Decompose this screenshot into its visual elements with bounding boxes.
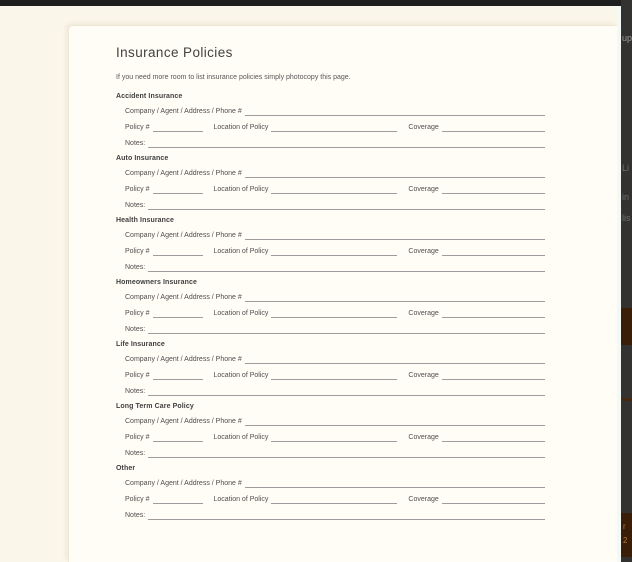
- clipped-text-fragment: r: [623, 522, 626, 531]
- coverage-blank-line: [442, 248, 545, 256]
- notes-label: Notes:: [125, 264, 146, 271]
- company-row: [116, 107, 545, 116]
- clipped-text-fragment: 2: [623, 536, 628, 545]
- coverage-label: Coverage: [408, 434, 439, 441]
- notes-label: Notes:: [125, 140, 146, 147]
- coverage-blank-line: [442, 434, 545, 442]
- background-window-strip: [621, 0, 632, 562]
- location-blank-line: [271, 248, 397, 256]
- location-label: Location of Policy: [213, 434, 269, 441]
- company-blank-line: [245, 356, 545, 364]
- insurance-section: [116, 341, 545, 396]
- company-row: [116, 293, 545, 302]
- notes-row: [116, 263, 545, 272]
- coverage-label: Coverage: [408, 124, 439, 131]
- policy-number-blank-line: [153, 496, 203, 504]
- location-label: Location of Policy: [213, 248, 269, 255]
- policy-row: [116, 123, 545, 132]
- coverage-blank-line: [442, 372, 545, 380]
- company-row: [116, 169, 545, 178]
- location-blank-line: [271, 496, 397, 504]
- coverage-blank-line: [442, 496, 545, 504]
- location-blank-line: [271, 434, 397, 442]
- clipped-text-fragment: Li: [622, 163, 630, 173]
- company-row: [116, 231, 545, 240]
- company-blank-line: [245, 418, 545, 426]
- company-row: [116, 417, 545, 426]
- coverage-label: Coverage: [408, 310, 439, 317]
- notes-label: Notes:: [125, 202, 146, 209]
- company-row: [116, 479, 545, 488]
- location-label: Location of Policy: [213, 310, 269, 317]
- coverage-blank-line: [442, 124, 545, 132]
- background-color-patch: [621, 513, 632, 557]
- policy-number-blank-line: [153, 248, 203, 256]
- notes-blank-line: [148, 202, 545, 210]
- company-label: Company / Agent / Address / Phone #: [125, 232, 242, 239]
- notes-row: [116, 325, 545, 334]
- company-blank-line: [245, 294, 545, 302]
- company-blank-line: [245, 232, 545, 240]
- page-subtitle: If you need more room to list insurance policies simply photocopy this page.: [116, 74, 351, 81]
- location-blank-line: [271, 310, 397, 318]
- location-blank-line: [271, 124, 397, 132]
- coverage-label: Coverage: [408, 372, 439, 379]
- coverage-label: Coverage: [408, 248, 439, 255]
- insurance-policies-page: [68, 25, 617, 562]
- policy-number-label: Policy #: [125, 434, 150, 441]
- section-heading: Health Insurance: [116, 217, 175, 224]
- policy-number-label: Policy #: [125, 186, 150, 193]
- insurance-section: [116, 217, 545, 272]
- policy-row: [116, 247, 545, 256]
- company-label: Company / Agent / Address / Phone #: [125, 480, 242, 487]
- section-heading: Homeowners Insurance: [116, 279, 197, 286]
- policy-row: [116, 309, 545, 318]
- company-blank-line: [245, 170, 545, 178]
- clipped-text-fragment: up: [622, 33, 632, 43]
- policy-number-label: Policy #: [125, 372, 150, 379]
- notes-row: [116, 201, 545, 210]
- notes-blank-line: [148, 512, 545, 520]
- section-heading: Life Insurance: [116, 341, 165, 348]
- company-label: Company / Agent / Address / Phone #: [125, 294, 242, 301]
- background-color-patch: [621, 308, 632, 345]
- coverage-label: Coverage: [408, 496, 439, 503]
- notes-row: [116, 139, 545, 148]
- notes-label: Notes:: [125, 450, 146, 457]
- notes-row: [116, 387, 545, 396]
- policy-number-label: Policy #: [125, 310, 150, 317]
- notes-blank-line: [148, 264, 545, 272]
- notes-row: [116, 449, 545, 458]
- company-label: Company / Agent / Address / Phone #: [125, 170, 242, 177]
- policy-row: [116, 185, 545, 194]
- coverage-blank-line: [442, 186, 545, 194]
- policy-row: [116, 371, 545, 380]
- clipped-text-fragment: in: [622, 192, 630, 202]
- company-label: Company / Agent / Address / Phone #: [125, 356, 242, 363]
- location-label: Location of Policy: [213, 186, 269, 193]
- policy-number-blank-line: [153, 124, 203, 132]
- location-blank-line: [271, 372, 397, 380]
- sections: [116, 93, 545, 520]
- policy-row: [116, 433, 545, 442]
- notes-label: Notes:: [125, 512, 146, 519]
- clipped-text-fragment: lis: [622, 213, 631, 223]
- insurance-section: [116, 403, 545, 458]
- notes-blank-line: [148, 326, 545, 334]
- company-blank-line: [245, 480, 545, 488]
- notes-label: Notes:: [125, 388, 146, 395]
- policy-number-label: Policy #: [125, 124, 150, 131]
- section-heading: Auto Insurance: [116, 155, 169, 162]
- policy-number-blank-line: [153, 372, 203, 380]
- policy-number-blank-line: [153, 310, 203, 318]
- policy-number-label: Policy #: [125, 496, 150, 503]
- insurance-section: [116, 155, 545, 210]
- policy-row: [116, 495, 545, 504]
- location-label: Location of Policy: [213, 372, 269, 379]
- location-blank-line: [271, 186, 397, 194]
- notes-label: Notes:: [125, 326, 146, 333]
- notes-blank-line: [148, 140, 545, 148]
- policy-number-label: Policy #: [125, 248, 150, 255]
- notes-blank-line: [148, 450, 545, 458]
- insurance-section: [116, 279, 545, 334]
- insurance-section: [116, 93, 545, 148]
- section-heading: Other: [116, 465, 136, 472]
- section-heading: Long Term Care Policy: [116, 403, 194, 410]
- company-blank-line: [245, 108, 545, 116]
- notes-blank-line: [148, 388, 545, 396]
- insurance-section: [116, 465, 545, 520]
- company-label: Company / Agent / Address / Phone #: [125, 418, 242, 425]
- page-title: Insurance Policies: [116, 45, 233, 60]
- company-label: Company / Agent / Address / Phone #: [125, 108, 242, 115]
- notes-row: [116, 511, 545, 520]
- policy-number-blank-line: [153, 434, 203, 442]
- coverage-blank-line: [442, 310, 545, 318]
- coverage-label: Coverage: [408, 186, 439, 193]
- location-label: Location of Policy: [213, 124, 269, 131]
- section-heading: Accident Insurance: [116, 93, 183, 100]
- company-row: [116, 355, 545, 364]
- background-color-patch: [621, 398, 632, 401]
- policy-number-blank-line: [153, 186, 203, 194]
- location-label: Location of Policy: [213, 496, 269, 503]
